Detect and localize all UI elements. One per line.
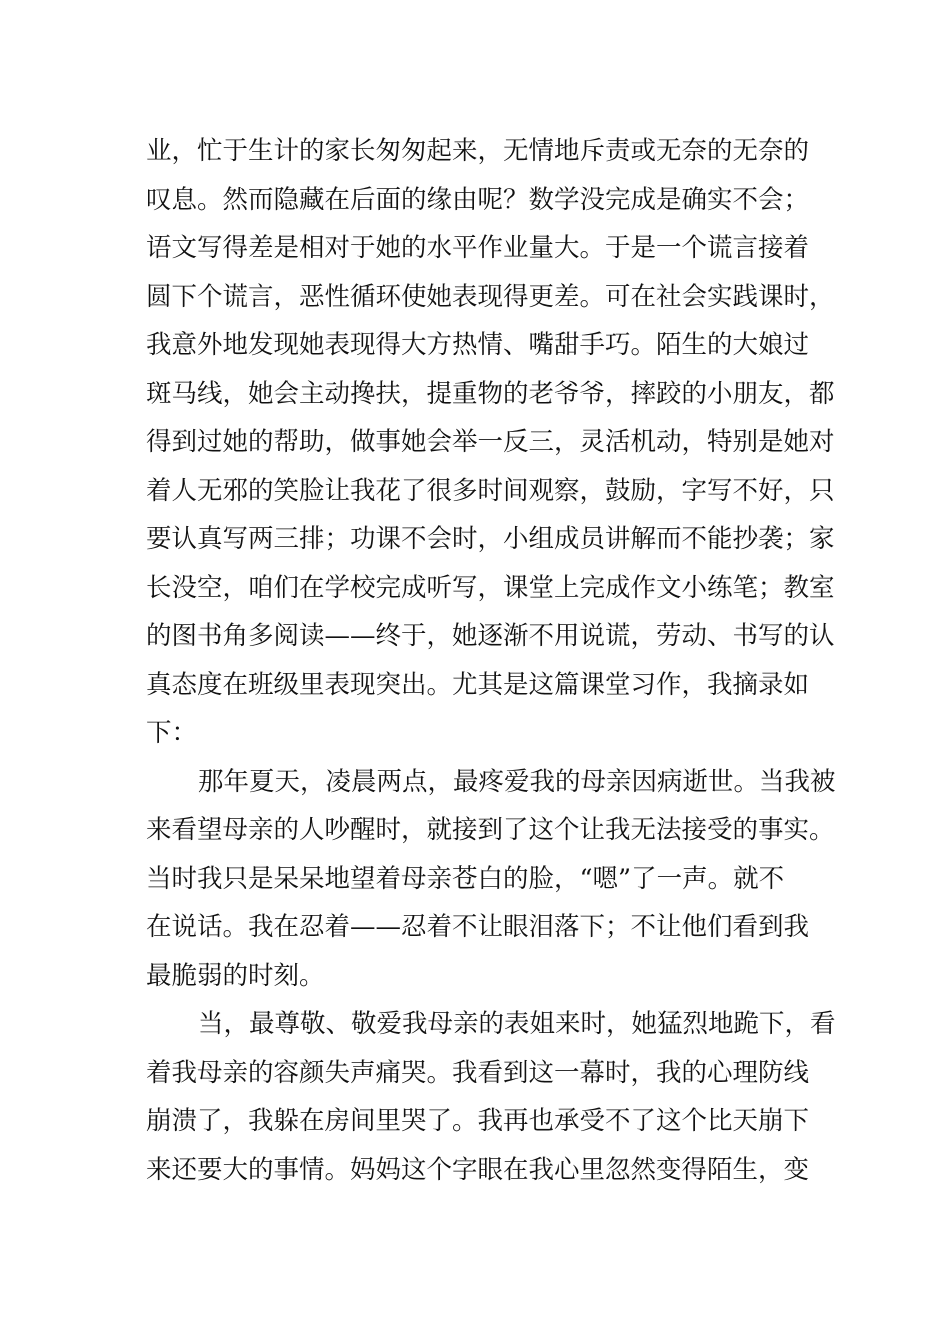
paragraph-2 — [146, 758, 836, 1001]
text-line: 来看望母亲的人吵醒时，就接到了这个让我无法接受的事实。 — [146, 815, 835, 845]
text-line: 要认真写两三排；功课不会时，小组成员讲解而不能抄袭；家 — [146, 524, 835, 554]
text-line: 语文写得差是相对于她的水平作业量大。于是一个谎言接着 — [146, 233, 810, 263]
text-line: 当，最尊敬、敬爱我母亲的表姐来时，她猛烈地跪下，看 — [198, 1009, 836, 1039]
document-body — [146, 127, 836, 1194]
text-line: 崩溃了，我躲在房间里哭了。我再也承受不了这个比天崩下 — [146, 1106, 810, 1136]
text-line: 圆下个谎言，恶性循环使她表现得更差。可在社会实践课时， — [146, 281, 835, 312]
text-line: 长没空，咱们在学校完成听写，课堂上完成作文小练笔；教室 — [146, 572, 835, 603]
text-line: 当时我只是呆呆地望着母亲苍白的脸，“嗯”了一声。就不 — [146, 863, 785, 894]
text-line: 的图书角多阅读——终于，她逐渐不用说谎，劳动、书写的认 — [146, 621, 835, 651]
paragraph-1 — [146, 127, 836, 758]
text-line: 斑马线，她会主动搀扶，提重物的老爷爷，摔跤的小朋友，都 — [146, 378, 835, 409]
text-line: 着人无邪的笑脸让我花了很多时间观察，鼓励，字写不好，只 — [146, 475, 835, 506]
paragraph-3 — [146, 1000, 836, 1194]
text-line: 下： — [146, 718, 198, 748]
text-line: 得到过她的帮助，做事她会举一反三，灵活机动，特别是她对 — [146, 427, 835, 457]
text-line: 着我母亲的容颜失声痛哭。我看到这一幕时，我的心理防线 — [146, 1057, 810, 1088]
text-line: 真态度在班级里表现突出。尤其是这篇课堂习作，我摘录如 — [146, 669, 810, 700]
text-line: 我意外地发现她表现得大方热情、嘴甜手巧。陌生的大娘过 — [146, 330, 810, 360]
text-line: 叹息。然而隐藏在后面的缘由呢？数学没完成是确实不会； — [146, 184, 810, 215]
text-line: 业，忙于生计的家长匆匆起来，无情地斥责或无奈的无奈的 — [146, 136, 810, 166]
text-line: 那年夏天，凌晨两点，最疼爱我的母亲因病逝世。当我被 — [198, 766, 836, 797]
text-line: 来还要大的事情。妈妈这个字眼在我心里忽然变得陌生，变 — [146, 1154, 810, 1185]
text-line: 最脆弱的时刻。 — [146, 960, 325, 991]
text-line: 在说话。我在忍着——忍着不让眼泪落下；不让他们看到我 — [146, 912, 810, 942]
